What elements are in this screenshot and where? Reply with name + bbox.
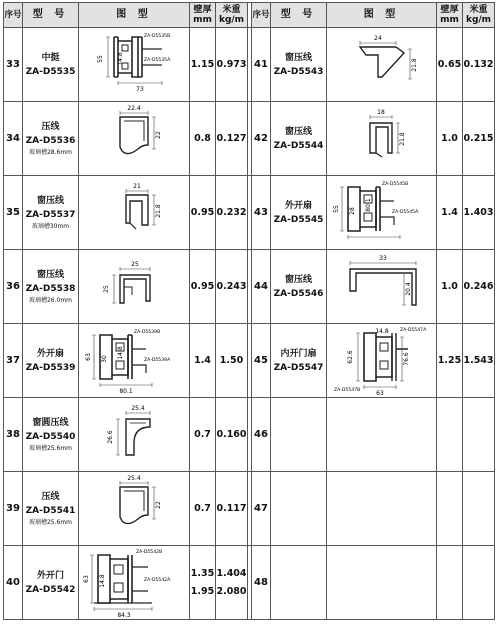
weight-value: 0.232 (216, 206, 247, 218)
dimension-label: 25 (131, 260, 139, 268)
weight-value: 1.50 (219, 354, 244, 366)
dimension-label: 22.4 (127, 104, 141, 112)
thickness-cell (437, 546, 463, 620)
drawing-cell (327, 28, 437, 102)
thickness-value: 1.15 (190, 58, 215, 70)
table-row (4, 398, 495, 472)
dimension-label: 84.3 (117, 611, 131, 619)
seq-cell: 37 (4, 324, 23, 398)
drawing-cell (327, 472, 437, 546)
profile-code: ZA-D5546 (273, 288, 324, 299)
profile-code: ZA-D5541 (25, 506, 76, 516)
thickness-value: 0.95 (190, 280, 215, 292)
profile-code: ZA-D5535 (25, 66, 76, 77)
thickness-cell (437, 324, 463, 398)
part-code-label: ZA-D5542B (136, 549, 163, 555)
part-code-label: ZA-D5545B (381, 181, 408, 187)
drawing-cell (327, 102, 437, 176)
dimension-label: 14.8 (374, 327, 389, 335)
seq-cell: 40 (4, 546, 23, 620)
table-row (4, 546, 495, 620)
weight-cell (463, 398, 495, 472)
thickness-value: 1.4 (194, 354, 211, 366)
dimension-label: 63 (83, 574, 90, 583)
part-code-label: ZA-D5545A (391, 209, 418, 215)
thickness-value: 1.0 (441, 280, 458, 292)
profile-name: 窗压线 (36, 270, 64, 280)
profile-code: ZA-D5547 (273, 362, 324, 373)
drawing-cell (79, 546, 190, 620)
glass-groove-note: 玻璃槽25.6mm (28, 445, 73, 452)
dimension-label: 63 (85, 352, 92, 361)
thickness-cell (437, 102, 463, 176)
profile-name: 压线 (41, 492, 60, 502)
dimension-label: 25.4 (131, 404, 145, 412)
profile-drawing (82, 251, 186, 323)
dimension-label: 21.8 (410, 57, 418, 72)
dimension-label: 22 (155, 500, 162, 509)
dimension-label: 21.8 (398, 131, 406, 146)
drawing-cell (79, 176, 190, 250)
profile-name: 窗压线 (284, 52, 312, 63)
weight-cell (463, 176, 495, 250)
drawing-cell (79, 102, 190, 176)
weight-value: 0.117 (216, 502, 247, 514)
thickness-value: 1.35 (190, 567, 215, 579)
profile-name: 窗压线 (284, 274, 312, 285)
thickness-cell (437, 250, 463, 324)
model-cell (271, 398, 327, 472)
weight-cell (463, 472, 495, 546)
part-code-label: ZA-D5535B (144, 33, 171, 39)
part-code-label: ZA-D5547B (333, 387, 360, 393)
profile-code: ZA-D5537 (25, 210, 76, 220)
glass-groove-note: 玻璃槽25.6mm (28, 519, 73, 526)
thickness-value: 0.65 (437, 58, 462, 70)
header-weight: 米重 kg/m (216, 3, 248, 28)
thickness-cell (190, 250, 216, 324)
thickness-cell (190, 472, 216, 546)
drawing-cell (327, 546, 437, 620)
model-cell (271, 324, 327, 398)
weight-cell (216, 250, 248, 324)
dimension-label: 63 (375, 389, 384, 397)
profile-drawing (82, 177, 186, 249)
thickness-cell (190, 28, 216, 102)
header-weight-right: 米重 kg/m (463, 3, 495, 28)
weight-cell (463, 546, 495, 620)
weight-value: 0.973 (216, 58, 247, 70)
profile-name: 窗压线 (36, 196, 64, 206)
dimension-label: 25.4 (127, 474, 141, 482)
weight-value: 0.243 (216, 280, 247, 292)
thickness-value: 1.4 (441, 206, 458, 218)
dimension-label: 33 (378, 254, 387, 262)
table-row (4, 250, 495, 324)
part-code-label: ZA-D5539B (134, 329, 161, 335)
profile-drawing (82, 325, 186, 397)
profile-drawing (330, 177, 434, 249)
dimension-label: 25 (103, 284, 110, 293)
thickness-cell (190, 546, 216, 620)
seq-cell: 46 (252, 398, 271, 472)
thickness-cell (190, 176, 216, 250)
model-cell (23, 472, 79, 546)
weight-cell (216, 546, 248, 620)
profile-drawing (82, 29, 186, 101)
header-drawing-right: 图 型 (327, 3, 437, 28)
profile-drawing (330, 29, 434, 101)
profile-name: 外开扇 (284, 200, 312, 211)
model-cell (271, 176, 327, 250)
dimension-label: 18 (376, 108, 385, 116)
thickness-cell (190, 398, 216, 472)
part-code-label: ZA-D5542A (144, 577, 171, 583)
drawing-cell (327, 250, 437, 324)
model-cell (271, 472, 327, 546)
weight-cell (216, 398, 248, 472)
drawing-cell (79, 324, 190, 398)
glass-groove-note: 玻璃槽28.6mm (28, 149, 73, 156)
weight-value: 1.543 (463, 354, 494, 366)
weight-cell (216, 28, 248, 102)
table-row (4, 472, 495, 546)
thickness-value: 0.95 (190, 206, 215, 218)
thickness-cell (437, 472, 463, 546)
profile-name: 窗压线 (284, 126, 312, 137)
drawing-cell (327, 324, 437, 398)
header-seq-right: 序号 (252, 3, 271, 28)
table-row (4, 102, 495, 176)
dimension-label: 55 (332, 204, 340, 213)
profile-drawing (82, 473, 186, 545)
weight-value: 1.404 (216, 567, 247, 579)
profile-code: ZA-D5543 (273, 66, 324, 77)
dimension-label: 21 (133, 182, 141, 190)
dimension-label: 80.1 (364, 197, 372, 212)
glass-groove-note: 玻璃槽30mm (31, 223, 70, 230)
weight-value: 0.132 (463, 58, 494, 70)
seq-cell: 45 (252, 324, 271, 398)
model-cell (23, 398, 79, 472)
dimension-label: 14.8 (99, 573, 106, 588)
profile-name: 外开扇 (36, 348, 64, 359)
header-thickness: 壁厚 mm (190, 3, 216, 28)
drawing-cell (79, 398, 190, 472)
thickness-value: 1.25 (437, 354, 462, 366)
model-cell (271, 250, 327, 324)
profile-drawing (330, 103, 434, 175)
profile-catalog-table (3, 2, 495, 620)
profile-drawing (82, 103, 186, 175)
weight-value: 0.160 (216, 428, 247, 440)
thickness-cell (437, 176, 463, 250)
weight-value: 0.215 (463, 132, 494, 144)
seq-cell: 39 (4, 472, 23, 546)
seq-cell: 36 (4, 250, 23, 324)
seq-cell: 38 (4, 398, 23, 472)
weight-cell (463, 102, 495, 176)
profile-code: ZA-D5544 (273, 140, 324, 151)
thickness-value: 0.7 (194, 428, 211, 440)
dimension-label: 30 (101, 354, 108, 363)
profile-drawing (330, 251, 434, 323)
model-cell (23, 546, 79, 620)
thickness-value: 1.0 (441, 132, 458, 144)
header-drawing: 图 型 (79, 3, 190, 28)
model-cell (23, 176, 79, 250)
part-code-label: ZA-D5547A (399, 327, 426, 333)
drawing-cell (79, 28, 190, 102)
seq-cell: 42 (252, 102, 271, 176)
model-cell (271, 28, 327, 102)
profile-name: 内开门扇 (280, 348, 317, 359)
seq-cell: 47 (252, 472, 271, 546)
table-row (4, 324, 495, 398)
weight-cell (216, 102, 248, 176)
profile-name: 压线 (41, 122, 60, 132)
profile-name: 窗圆压线 (32, 418, 69, 428)
dimension-label: 22 (155, 130, 162, 139)
dimension-label: 80.1 (119, 387, 133, 395)
header-thickness-right: 壁厚 mm (437, 3, 463, 28)
thickness-cell (437, 398, 463, 472)
seq-cell: 34 (4, 102, 23, 176)
glass-groove-note: 玻璃槽26.0mm (28, 297, 73, 304)
profile-name: 外开门 (36, 570, 64, 581)
seq-cell: 35 (4, 176, 23, 250)
dimension-label: 26.6 (107, 429, 114, 444)
drawing-cell (327, 398, 437, 472)
header-model-right: 型 号 (271, 3, 327, 28)
weight-cell (216, 472, 248, 546)
weight-value: 1.403 (463, 206, 494, 218)
profile-code: ZA-D5540 (25, 432, 76, 442)
thickness-value: 0.8 (194, 132, 211, 144)
seq-cell: 43 (252, 176, 271, 250)
part-code-label: ZA-D5539A (144, 357, 171, 363)
weight-value: 0.127 (216, 132, 247, 144)
dimension-label: 76.6 (402, 351, 410, 366)
seq-cell: 44 (252, 250, 271, 324)
weight-value: 0.246 (463, 280, 494, 292)
thickness-value: 1.95 (190, 585, 215, 597)
dimension-label: 14.8 (117, 345, 124, 360)
weight-value: 2.080 (216, 585, 247, 597)
model-cell (23, 324, 79, 398)
table-row (4, 28, 495, 102)
dimension-label: 14.8 (117, 51, 124, 66)
thickness-cell (190, 324, 216, 398)
model-cell (23, 250, 79, 324)
thickness-value: 0.7 (194, 502, 211, 514)
weight-cell (216, 176, 248, 250)
dimension-label: 24 (373, 34, 382, 42)
drawing-cell (79, 250, 190, 324)
dimension-label: 28 (348, 206, 356, 215)
dimension-label: 20.4 (404, 281, 412, 296)
profile-name: 中挺 (41, 52, 60, 63)
drawing-cell (327, 176, 437, 250)
weight-cell (216, 324, 248, 398)
model-cell (271, 546, 327, 620)
weight-cell (463, 250, 495, 324)
seq-cell: 48 (252, 546, 271, 620)
profile-code: ZA-D5545 (273, 214, 324, 225)
profile-code: ZA-D5538 (25, 284, 76, 294)
model-cell (23, 102, 79, 176)
dimension-label: 55 (97, 54, 104, 63)
seq-cell: 33 (4, 28, 23, 102)
profile-code: ZA-D5539 (25, 362, 76, 373)
dimension-label: 73 (136, 85, 144, 93)
model-cell (23, 28, 79, 102)
profile-drawing (82, 547, 186, 619)
thickness-cell (437, 28, 463, 102)
header-model: 型 号 (23, 3, 79, 28)
profile-drawing (330, 325, 434, 397)
dimension-label: 62.6 (346, 349, 354, 364)
weight-cell (463, 324, 495, 398)
header-seq: 序号 (4, 3, 23, 28)
thickness-cell (190, 102, 216, 176)
part-code-label: ZA-D5535A (144, 57, 171, 63)
weight-cell (463, 28, 495, 102)
catalog-sheet (3, 2, 494, 622)
profile-code: ZA-D5536 (25, 136, 76, 146)
profile-code: ZA-D5542 (25, 584, 76, 595)
seq-cell: 41 (252, 28, 271, 102)
drawing-cell (79, 472, 190, 546)
profile-drawing (82, 399, 186, 471)
table-header-row (4, 3, 495, 28)
model-cell (271, 102, 327, 176)
table-row (4, 176, 495, 250)
dimension-label: 21.8 (155, 203, 162, 218)
